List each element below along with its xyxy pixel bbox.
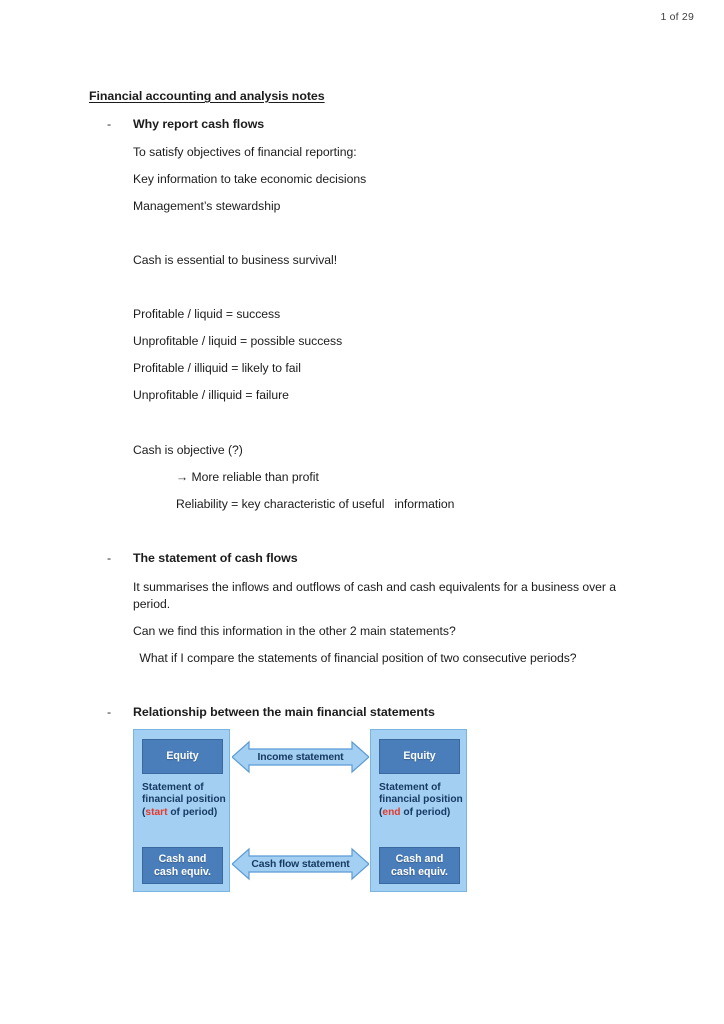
income-statement-arrow [232,739,369,775]
paragraph-line: Unprofitable / liquid = possible success [133,334,343,348]
paragraph-line: Reliability = key characteristic of useful information [176,497,455,511]
bullet-dash-icon: - [107,117,112,131]
page-number: 1 of 29 [660,11,694,23]
paragraph-line: To satisfy objectives of financial reporting: [133,145,357,159]
caption-suffix: of period) [400,806,451,818]
bullet-dash-icon: - [107,551,112,565]
cash-box-label-line-2: cash equiv. [391,865,448,878]
caption-highlight-end: end [382,806,401,818]
paragraph-line: What if I compare the statements of financial position of two consecutive periods? [136,651,577,665]
cash-box-label-line-1: Cash and [158,853,207,865]
cash-flow-statement-arrow-label: Cash flow statement [251,858,350,870]
page-title: Financial accounting and analysis notes [89,89,325,103]
paragraph-line: It summarises the inflows and outflows of cash and cash equivalents for a business over a period. [133,580,617,611]
paragraph-line: Key information to take economic decisions [133,172,367,186]
paragraph-line: Cash is objective (?) [133,443,243,457]
income-statement-arrow-label: Income statement [257,751,344,763]
section-heading-label: Relationship between the main financial statements [133,705,435,719]
paragraph-line: Unprofitable / illiquid = failure [133,388,289,402]
equity-box-end [379,739,460,774]
paragraph-line: Cash is essential to business survival! [133,253,338,267]
caption-line-1: Statement of [379,782,441,793]
financial-statements-relationship-diagram [133,729,467,892]
equity-box-label: Equity [166,750,199,763]
equity-box-start [142,739,223,774]
equity-box-label: Equity [403,750,436,763]
statement-of-financial-position-end-panel [370,729,467,892]
cash-and-equivalents-box-end [379,847,460,884]
paragraph-line: Can we find this information in the other 2 main statements? [133,624,456,638]
cash-box-label-line-1: Cash and [395,853,444,865]
section-heading-label: Why report cash flows [133,117,265,131]
caption-line-1: Statement of [142,782,204,793]
caption-paren-open: ( [142,806,146,818]
paragraph-line-arrow: → More reliable than profit [176,470,319,484]
bullet-dash-icon: - [107,705,112,719]
panel-caption-end [379,782,467,819]
caption-highlight-start: start [145,806,168,818]
cash-and-equivalents-box-start [142,847,223,884]
paragraph-line: Profitable / illiquid = likely to fail [133,361,301,375]
paragraph-line: Profitable / liquid = success [133,307,281,321]
section-heading-label: The statement of cash flows [133,551,298,565]
cash-flow-statement-arrow [232,846,369,882]
cash-box-label-line-2: cash equiv. [154,865,211,878]
paragraph-line: Management’s stewardship [133,199,281,213]
statement-of-financial-position-start-panel [133,729,230,892]
caption-line-2: financial position [379,794,463,806]
panel-caption-start [142,782,230,819]
caption-suffix: of period) [167,806,218,818]
caption-line-2: financial position [142,794,226,806]
caption-paren-open: ( [379,806,383,818]
